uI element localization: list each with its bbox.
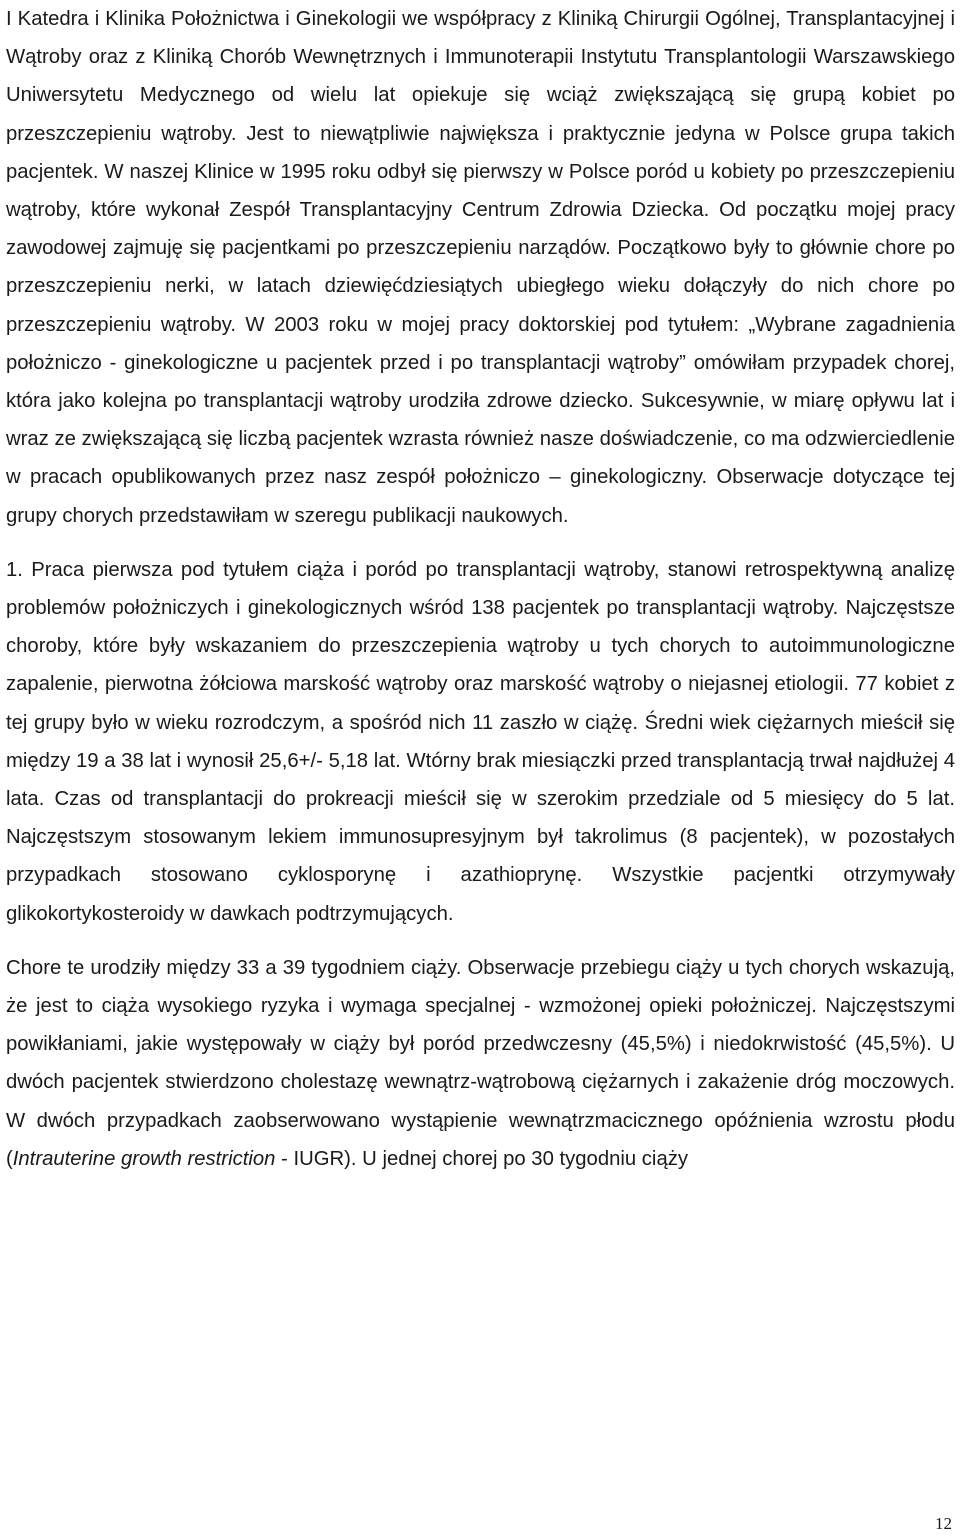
paragraph-study-one: 1. Praca pierwsza pod tytułem ciąża i poród po transplantacji wątroby, stanowi retrospektywną analizę problemów położniczych i ginekologicznych wśród 138 pacjentek po transplantacji wątroby. Najczęstsze choroby, które były wskazaniem do przeszczepienia wątroby u tych chorych to autoimmunologiczne zapalenie, pierwotna żółciowa marskość wątroby oraz marskość wątroby o niejasnej etiologii. 77 kobiet z tej grupy było w wieku rozrodczym, a spośród nich 11 zaszło w ciążę. Średni wiek ciężarnych mieścił się między 19 a 38 lat i wynosił 25,6+/- 5,18 lat. Wtórny brak miesiączki przed transplantacją trwał najdłużej 4 lata. Czas od transplantacji do prokreacji mieścił się w szerokim przedziale od 5 miesięcy do 5 lat. Najczęstszym stosowanym lekiem immunosupresyjnym był takrolimus (8 pacjentek), w pozostałych przypadkach stosowano cyklosporynę i azathioprynę. Wszystkie pacjentki otrzymywały glikokortykosteroidy w dawkach podtrzymujących.	[6, 558, 955, 925]
paragraph-introduction: I Katedra i Klinika Położnictwa i Ginekologii we współpracy z Kliniką Chirurgii Ogólnej, Transplantacyjnej i Wątroby oraz z Kliniką Chorób Wewnętrznych i Immunoterapii Instytutu Transplantologii Warszawskiego Uniwersytetu Medycznego od wielu lat opiekuje się wciąż zwiększającą się grupą kobiet po przeszczepieniu wątroby. Jest to niewątpliwie największa i praktycznie jedyna w Polsce grupa takich pacjentek. W naszej Klinice w 1995 roku odbył się pierwszy w Polsce poród u kobiety po przeszczepieniu wątroby, które wykonał Zespół Transplantacyjny Centrum Zdrowia Dziecka. Od początku mojej pracy zawodowej zajmuję się pacjentkami po przeszczepieniu narządów. Początkowo były to głównie chore po przeszczepieniu nerki, w latach dziewięćdziesiątych ubiegłego wieku dołączyły do nich chore po przeszczepieniu wątroby. W 2003 roku w mojej pracy doktorskiej pod tytułem: „Wybrane zagadnienia położniczo - ginekologiczne u pacjentek przed i po transplantacji wątroby” omówiłam przypadek chorej, która jako kolejna po transplantacji wątroby urodziła zdrowe dziecko. Sukcesywnie, w miarę opływu lat i wraz ze zwiększającą się liczbą pacjentek wzrasta również nasze doświadczenie, co ma odzwierciedlenie w pracach opublikowanych przez nasz zespół położniczo – ginekologiczny. Obserwacje dotyczące tej grupy chorych przedstawiłam w szeregu publikacji naukowych.	[6, 8, 955, 527]
paragraph-study-outcomes	[6, 949, 955, 1178]
paragraph-outcomes-tail: - IUGR). U jednej chorej po 30 tygodniu ciąży	[275, 1147, 688, 1170]
page-number: 12	[935, 1514, 952, 1533]
document-page	[6, 0, 955, 1178]
iugr-term: Intrauterine growth restriction	[12, 1147, 276, 1170]
paragraph-outcomes-text: Chore te urodziły między 33 a 39 tygodniem ciąży. Obserwacje przebiegu ciąży u tych chorych wskazują, że jest to ciąża wysokiego ryzyka i wymaga specjalnej - wzmożonej opieki położniczej. Najczęstszymi powikłaniami, jakie występowały w ciąży był poród przedwczesny (45,5%) i niedokrwistość (45,5%). U dwóch pacjentek stwierdzono cholestazę wewnątrz-wątrobową ciężarnych i zakażenie dróg moczowych. W dwóch przypadkach zaobserwowano wystąpienie wewnątrzmacicznego opóźnienia wzrostu płodu (	[6, 956, 955, 1170]
